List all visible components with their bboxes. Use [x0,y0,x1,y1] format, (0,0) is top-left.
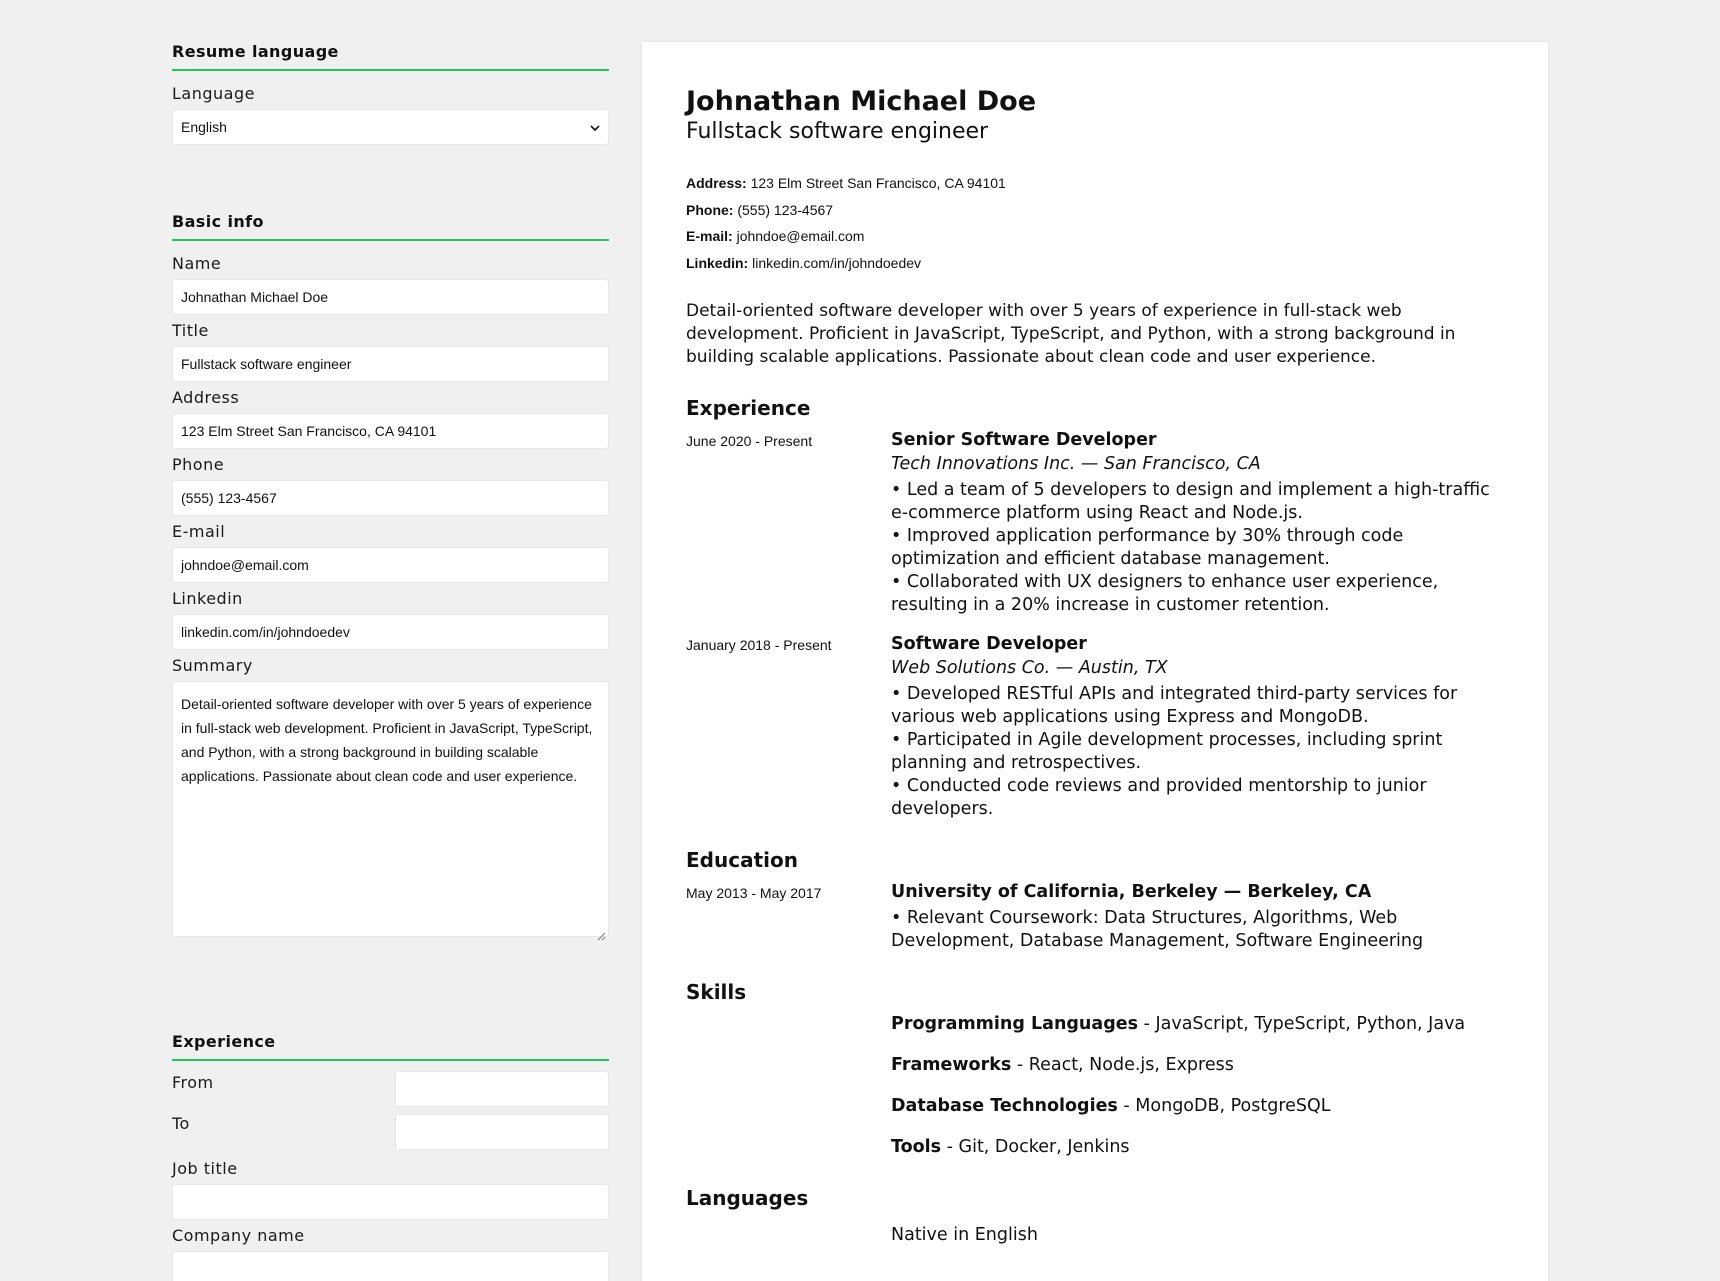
skill-category: Tools [891,1137,942,1157]
experience-entry [686,633,1504,821]
experience-role: Software Developer [891,634,1087,654]
experience-body [891,429,1504,617]
contact-phone [686,197,1504,224]
phone-input[interactable] [172,480,609,516]
title-label: Title [172,321,209,340]
contact-linkedin-value: linkedin.com/in/johndoedev [752,254,922,271]
to-label: To [172,1114,190,1133]
resume-languages-heading: Languages [686,1186,809,1210]
experience-bullets [891,683,1504,821]
resume-education-heading: Education [686,848,798,872]
resize-grip-icon[interactable] [596,924,606,934]
language-line: Native in English [891,1225,1038,1245]
skill-category: Frameworks [891,1055,1012,1075]
experience-bullet: • Developed RESTful APIs and integrated third-party services for various web applications using Express and MongoDB. [891,684,1458,727]
resume-preview [642,42,1548,1281]
education-entry [686,881,1504,953]
summary-textarea[interactable] [172,681,609,937]
language-select[interactable] [172,109,609,145]
experience-editor-heading: Experience [172,1032,609,1061]
email-label: E-mail [172,522,226,541]
experience-date: January 2018 - Present [686,637,832,653]
experience-bullet: • Participated in Agile development processes, including sprint planning and retrospectives. [891,730,1443,773]
company-name-input[interactable] [172,1251,609,1281]
resume-name: Johnathan Michael Doe [686,86,1037,117]
experience-date: June 2020 - Present [686,433,813,449]
email-input[interactable] [172,547,609,583]
chevron-down-icon [590,119,600,135]
linkedin-input[interactable] [172,614,609,650]
to-row [172,1114,609,1150]
experience-editor-section [172,1032,609,1281]
contact-phone-value: (555) 123-4567 [737,201,834,218]
contact-address-value: 123 Elm Street San Francisco, CA 94101 [750,175,1006,191]
contact-address-label: Address: [686,175,747,191]
skill-line [891,1013,1504,1036]
language-label: Language [172,84,255,103]
address-input[interactable] [172,413,609,449]
experience-bullets [891,479,1504,617]
from-label: From [172,1073,214,1092]
job-title-input[interactable] [172,1184,609,1220]
skill-items: - Git, Docker, Jenkins [941,1137,1130,1157]
skill-items: - JavaScript, TypeScript, Python, Java [1138,1014,1466,1034]
resume-language-section [172,42,609,145]
from-input[interactable] [395,1071,609,1107]
experience-bullet: • Conducted code reviews and provided mentorship to junior developers. [891,776,1427,819]
name-label: Name [172,254,222,273]
skill-items: - MongoDB, PostgreSQL [1117,1096,1331,1116]
skill-items: - React, Node.js, Express [1011,1055,1234,1075]
resume-language-heading: Resume language [172,42,609,71]
resume-editor-panel [172,0,609,1281]
experience-body [891,633,1504,821]
education-bullet: • Relevant Coursework: Data Structures, Algorithms, Web Development, Database Management, Software Engineering [891,908,1424,951]
contact-phone-label: Phone: [686,201,734,218]
skill-line [891,1095,1504,1118]
basic-info-heading: Basic info [172,212,609,241]
resume-experience-heading: Experience [686,396,811,420]
name-input[interactable] [172,279,609,315]
experience-company: Tech Innovations Inc. — San Francisco, CA [891,454,1261,474]
job-title-label: Job title [172,1159,238,1178]
to-input[interactable] [395,1114,609,1150]
resume-contact-block [686,170,1504,276]
contact-email-value: johndoe@email.com [736,228,865,244]
basic-info-section [172,212,609,937]
contact-email-label: E-mail: [686,228,733,244]
contact-linkedin [686,250,1504,277]
title-input[interactable] [172,346,609,382]
resume-title: Fullstack software engineer [686,119,989,144]
skills-list [686,1013,1504,1159]
skill-line [891,1136,1504,1159]
experience-entry [686,429,1504,617]
contact-email [686,223,1504,250]
contact-linkedin-label: Linkedin: [686,254,749,271]
education-school: University of California, Berkeley — Berkeley, CA [891,882,1372,902]
experience-bullet: • Led a team of 5 developers to design and implement a high-traffic e-commerce platform using React and Node.js. [891,480,1490,523]
summary-textarea-text: Detail-oriented software developer with over 5 years of experience in full-stack web development. Proficient in JavaScript, TypeScript, and Python, with a strong background in building scalable applications. Passionate about clean code and user experience. [181,696,593,784]
education-body [891,881,1504,953]
experience-company: Web Solutions Co. — Austin, TX [891,658,1168,678]
address-label: Address [172,388,240,407]
phone-label: Phone [172,455,225,474]
experience-bullet: • Collaborated with UX designers to enhance user experience, resulting in a 20% increase in customer retention. [891,572,1439,615]
experience-role: Senior Software Developer [891,430,1157,450]
linkedin-label: Linkedin [172,589,243,608]
resume-summary: Detail-oriented software developer with over 5 years of experience in full-stack web development. Proficient in JavaScript, TypeScript, and Python, with a strong background in building scalable applications. Passionate about clean code and user experience. [686,301,1456,367]
skill-category: Database Technologies [891,1096,1118,1116]
from-row [172,1071,609,1107]
education-date: May 2013 - May 2017 [686,885,822,901]
company-name-label: Company name [172,1226,305,1245]
experience-bullet: • Improved application performance by 30% through code optimization and efficient database management. [891,526,1404,569]
contact-address [686,170,1504,197]
skill-line [891,1054,1504,1077]
education-bullets [891,907,1504,953]
skill-category: Programming Languages [891,1014,1139,1034]
resume-skills-heading: Skills [686,980,747,1004]
summary-label: Summary [172,656,253,675]
language-select-value: English [181,119,227,135]
